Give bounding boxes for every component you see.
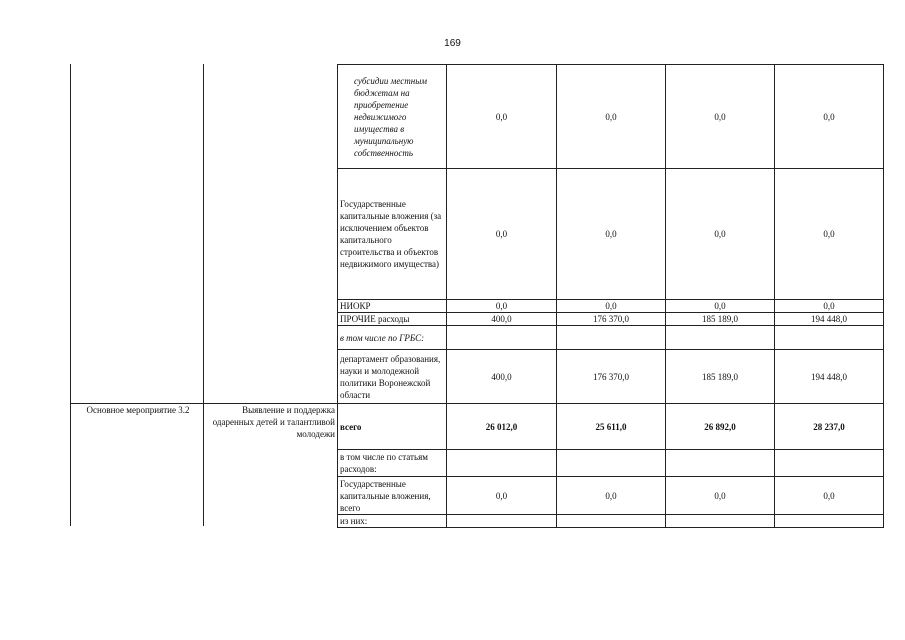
- row-label: из них:: [338, 515, 447, 528]
- value-cell: [775, 515, 884, 528]
- value-cell: 28 237,0: [775, 404, 884, 450]
- value-cell: 0,0: [775, 477, 884, 515]
- value-cell: 0,0: [447, 65, 557, 169]
- row-label: ПРОЧИЕ расходы: [338, 313, 447, 326]
- row-label: Государственные капитальные вложения, всего: [338, 477, 447, 515]
- value-cell: 0,0: [775, 169, 884, 300]
- value-cell: 194 448,0: [775, 350, 884, 404]
- value-cell: 185 189,0: [666, 313, 775, 326]
- value-cell: 0,0: [666, 65, 775, 169]
- column-divider-line: [203, 64, 204, 526]
- value-cell: 0,0: [557, 65, 666, 169]
- value-cell: [775, 326, 884, 350]
- value-cell: [557, 326, 666, 350]
- table-row: [338, 350, 884, 404]
- row-label: в том числе по статьям расходов:: [338, 450, 447, 477]
- value-cell: 176 370,0: [557, 350, 666, 404]
- value-cell: 0,0: [557, 300, 666, 313]
- value-cell: 185 189,0: [666, 350, 775, 404]
- value-cell: 26 892,0: [666, 404, 775, 450]
- page-number: 169: [444, 38, 461, 49]
- value-cell: 400,0: [447, 313, 557, 326]
- table-row: [338, 300, 884, 313]
- left-border-line: [70, 64, 71, 526]
- value-cell: 0,0: [666, 300, 775, 313]
- table-row: [338, 313, 884, 326]
- row-label: субсидии местным бюджетам на приобретение недвижимого имущества в муниципальную собственность: [338, 65, 447, 169]
- value-cell: 0,0: [447, 477, 557, 515]
- measure-name: Основное мероприятие 3.2: [86, 405, 190, 415]
- measure-description: Выявление и поддержка одаренных детей и талантливой молодежи: [212, 405, 335, 439]
- row-label: всего: [338, 404, 447, 450]
- table-row: [338, 65, 884, 169]
- table-row: [338, 404, 884, 450]
- value-cell: 26 012,0: [447, 404, 557, 450]
- value-cell: [666, 515, 775, 528]
- value-cell: 0,0: [666, 477, 775, 515]
- value-cell: 0,0: [775, 300, 884, 313]
- value-cell: 0,0: [447, 300, 557, 313]
- value-cell: [447, 450, 557, 477]
- value-cell: [666, 450, 775, 477]
- value-cell: 400,0: [447, 350, 557, 404]
- value-cell: 0,0: [666, 169, 775, 300]
- value-cell: 0,0: [557, 169, 666, 300]
- value-cell: 0,0: [447, 169, 557, 300]
- value-cell: 0,0: [557, 477, 666, 515]
- budget-table: [337, 64, 884, 528]
- table-row: [338, 515, 884, 528]
- value-cell: 25 611,0: [557, 404, 666, 450]
- value-cell: [447, 515, 557, 528]
- value-cell: [666, 326, 775, 350]
- value-cell: 0,0: [775, 65, 884, 169]
- value-cell: 176 370,0: [557, 313, 666, 326]
- value-cell: 194 448,0: [775, 313, 884, 326]
- value-cell: [557, 450, 666, 477]
- value-cell: [775, 450, 884, 477]
- row-label: НИОКР: [338, 300, 447, 313]
- row-label: в том числе по ГРБС:: [338, 326, 447, 350]
- table-row: [338, 326, 884, 350]
- value-cell: [557, 515, 666, 528]
- value-cell: [447, 326, 557, 350]
- table-row: [338, 477, 884, 515]
- table-row: [338, 169, 884, 300]
- row-label: департамент образования, науки и молодежной политики Воронежской области: [338, 350, 447, 404]
- row-label: Государственные капитальные вложения (за исключением объектов капитального строительства и объектов недвижимого имущества): [338, 169, 447, 300]
- table-row: [338, 450, 884, 477]
